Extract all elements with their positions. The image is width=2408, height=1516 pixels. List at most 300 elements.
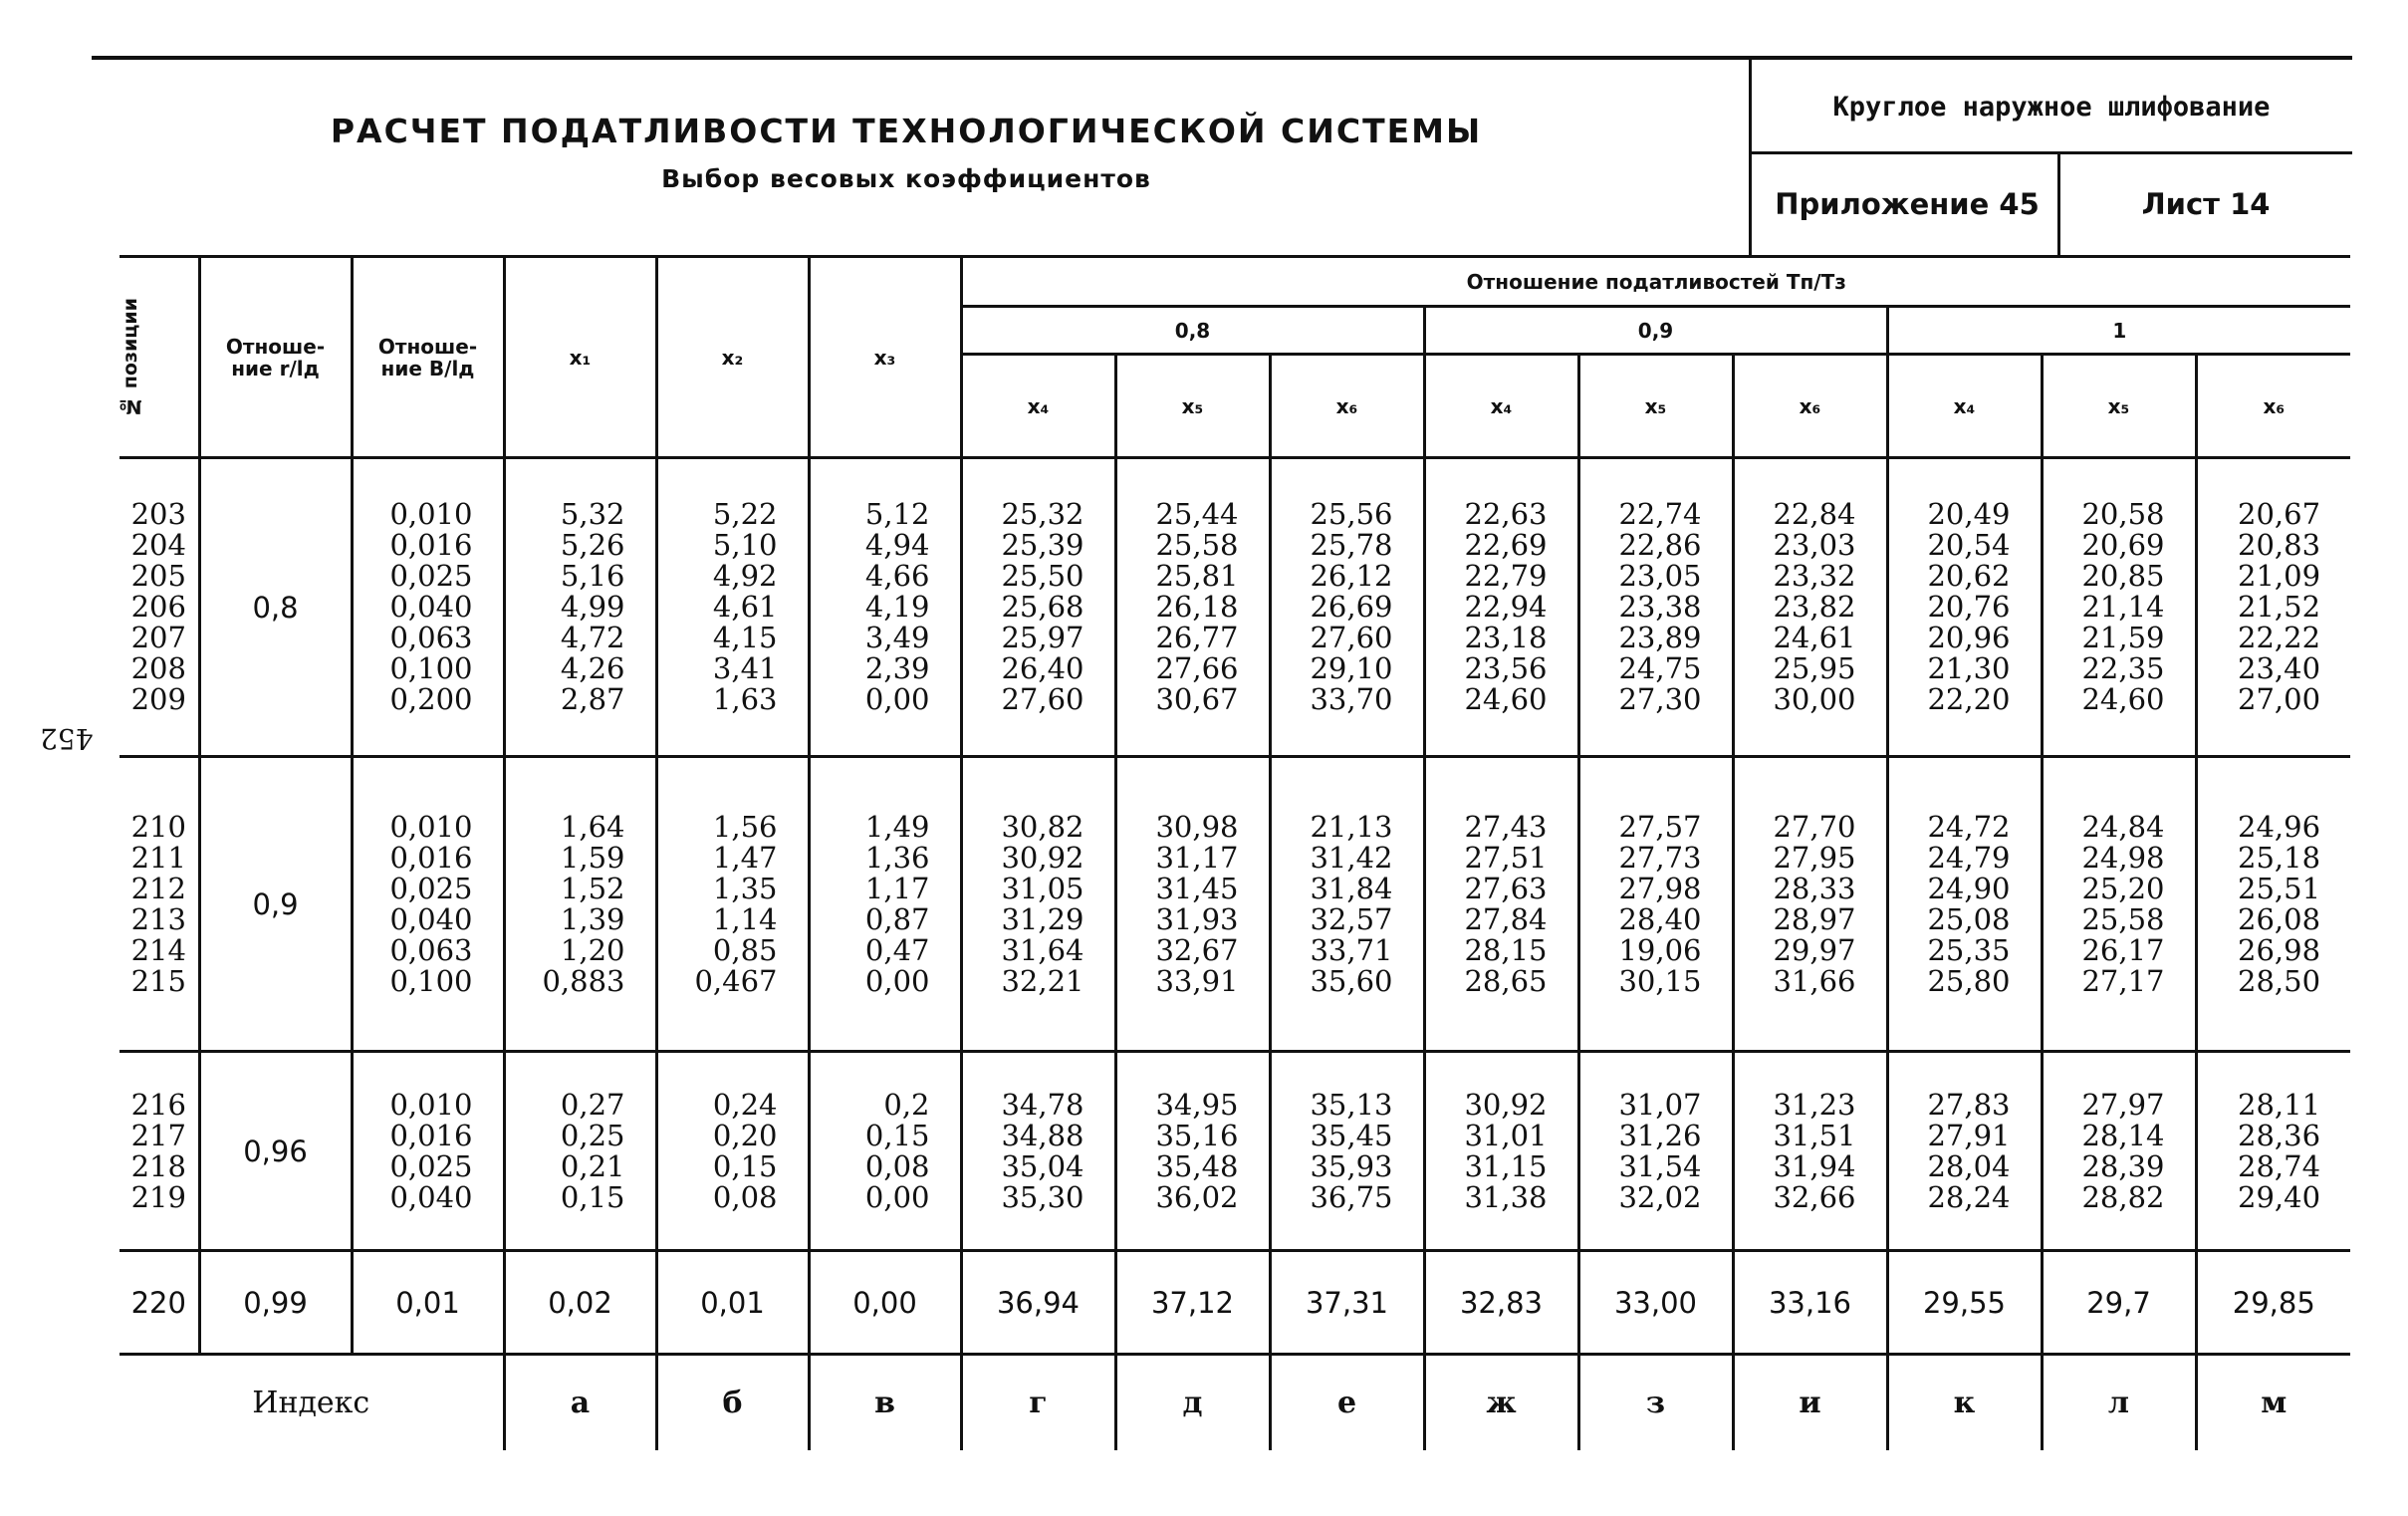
table-cell: 4,61 — [712, 590, 778, 624]
table-cell: 26,98 — [2238, 932, 2321, 967]
v.7-column-cell — [2042, 1251, 2196, 1355]
v.6-column-cell — [1887, 1251, 2042, 1355]
table-cell: 0,15 — [864, 1118, 930, 1152]
table-cell: 35,16 — [1155, 1118, 1239, 1152]
table-cell: 5,26 — [560, 528, 625, 562]
table-cell: 1,35 — [712, 871, 778, 905]
table-cell: 0,27 — [560, 1087, 625, 1122]
table-cell: 25,56 — [1310, 497, 1393, 531]
table-cell: 26,40 — [1001, 651, 1084, 685]
table-cell: 5,16 — [560, 559, 625, 593]
table-cell: 31,94 — [1773, 1148, 1856, 1183]
table-cell: 0,025 — [389, 871, 473, 905]
v.3-column-cell — [1424, 1251, 1578, 1355]
table-cell: 28,36 — [2238, 1118, 2321, 1152]
g3-x6-header: x₆ — [2196, 355, 2350, 458]
table-cell: 26,77 — [1155, 621, 1239, 654]
table-cell: 31,29 — [1001, 901, 1084, 936]
table-cell: 28,82 — [2081, 1179, 2165, 1214]
table-cell: 21,09 — [2238, 559, 2321, 593]
table-cell: 24,79 — [1927, 840, 2011, 875]
page-title: РАСЧЕТ ПОДАТЛИВОСТИ ТЕХНОЛОГИЧЕСКОЙ СИСТЕМЫ — [330, 112, 1483, 150]
table-cell: 21,59 — [2081, 621, 2165, 654]
table-cell: 29,7 — [2086, 1285, 2151, 1320]
table-cell: 0,00 — [864, 1179, 930, 1214]
table-cell: 37,12 — [1150, 1285, 1235, 1320]
table-cell: 27,57 — [1618, 809, 1702, 844]
table-cell: 33,70 — [1310, 682, 1393, 716]
v.3-column-cell — [1424, 757, 1578, 1052]
table-cell: 30,92 — [1464, 1087, 1548, 1122]
page-number: 452 — [40, 722, 94, 755]
table-cell: 0,025 — [389, 1148, 473, 1183]
table-cell: 31,84 — [1310, 871, 1393, 905]
table-cell: 31,01 — [1464, 1118, 1548, 1152]
table-cell: 26,18 — [1155, 590, 1239, 624]
x1-column-cell — [504, 757, 656, 1052]
table-cell: 1,36 — [864, 840, 930, 875]
table-cell: 33,91 — [1155, 963, 1239, 998]
table-cell: 1,49 — [864, 809, 930, 844]
table-cell: 23,03 — [1773, 528, 1856, 562]
table-cell: 0,100 — [389, 651, 473, 685]
table-cell: 33,71 — [1310, 932, 1393, 967]
table-cell: 22,74 — [1618, 497, 1702, 531]
table-cell: 23,89 — [1618, 621, 1702, 654]
index-letter: м — [2196, 1355, 2350, 1450]
table-cell: 27,70 — [1773, 809, 1856, 844]
ratio-group-value: 0,99 — [199, 1251, 352, 1355]
v.5-column-cell — [1733, 757, 1887, 1052]
index-letter: л — [2042, 1355, 2196, 1450]
g1-x4-header: x₄ — [961, 355, 1115, 458]
table-cell: 27,43 — [1464, 809, 1548, 844]
table-cell: 0,21 — [560, 1148, 625, 1183]
table-cell: 35,93 — [1310, 1148, 1393, 1183]
table-cell: 26,12 — [1310, 559, 1393, 593]
table-cell: 25,80 — [1927, 963, 2011, 998]
g2-x6-header: x₆ — [1733, 355, 1887, 458]
table-cell: 34,88 — [1001, 1118, 1084, 1152]
table-cell: 212 — [130, 871, 186, 905]
table-cell: 27,73 — [1618, 840, 1702, 875]
table-cell: 0,025 — [389, 559, 473, 593]
v.2-column-cell — [1270, 1052, 1424, 1251]
table-cell: 27,60 — [1001, 682, 1084, 716]
table-cell: 30,15 — [1618, 963, 1702, 998]
table-cell: 35,30 — [1001, 1179, 1084, 1214]
pos-column-cell — [120, 757, 199, 1052]
v.0-column-cell — [961, 1251, 1115, 1355]
col-x3-header: x₃ — [809, 257, 961, 458]
table-cell: 0,010 — [389, 1087, 473, 1122]
table-cell: 21,52 — [2238, 590, 2321, 624]
g2-x4-header: x₄ — [1424, 355, 1578, 458]
table-cell: 209 — [130, 682, 186, 716]
table-cell: 35,45 — [1310, 1118, 1393, 1152]
table-cell: 28,97 — [1773, 901, 1856, 936]
index-label: Индекс — [252, 1385, 370, 1420]
table-cell: 0,25 — [560, 1118, 625, 1152]
col-x1-header: x₁ — [504, 257, 656, 458]
col-position-header: № позиции — [120, 257, 199, 458]
table-cell: 32,21 — [1001, 963, 1084, 998]
table-cell: 31,23 — [1773, 1087, 1856, 1122]
table-cell: 1,17 — [864, 871, 930, 905]
table-cell: 1,63 — [712, 682, 778, 716]
table-cell: 0,063 — [389, 621, 473, 654]
table-cell: 20,76 — [1927, 590, 2011, 624]
table-cell: 0,040 — [389, 1179, 473, 1214]
x1-column-cell — [504, 458, 656, 757]
process-name: Круглое наружное шлифование — [1832, 92, 2271, 123]
table-cell: 27,97 — [2081, 1087, 2165, 1122]
table-cell: 27,84 — [1464, 901, 1548, 936]
table-cell: 0,467 — [694, 963, 778, 998]
table-cell: 25,44 — [1155, 497, 1239, 531]
table-cell: 29,85 — [2232, 1285, 2315, 1320]
table-cell: 28,40 — [1618, 901, 1702, 936]
table-cell: 5,22 — [712, 497, 778, 531]
table-cell: 24,75 — [1618, 651, 1702, 685]
table-cell: 22,79 — [1464, 559, 1548, 593]
pos-column-cell — [120, 458, 199, 757]
table-section — [120, 757, 2350, 1052]
table-cell: 25,18 — [2238, 840, 2321, 875]
table-cell: 20,67 — [2238, 497, 2321, 531]
table-cell: 1,59 — [560, 840, 625, 875]
x2-column-cell — [656, 1052, 809, 1251]
table-cell: 22,35 — [2081, 651, 2165, 685]
table-cell: 1,56 — [712, 809, 778, 844]
table-cell: 33,00 — [1613, 1285, 1698, 1320]
table-cell: 31,51 — [1773, 1118, 1856, 1152]
table-cell: 31,54 — [1618, 1148, 1702, 1183]
table-cell: 21,30 — [1927, 651, 2011, 685]
table-cell: 211 — [130, 840, 186, 875]
table-cell: 29,97 — [1773, 932, 1856, 967]
table-cell: 4,92 — [712, 559, 778, 593]
table-cell: 207 — [130, 621, 186, 654]
v.8-column-cell — [2196, 757, 2350, 1052]
x3-column-cell — [809, 757, 961, 1052]
table-cell: 37,31 — [1305, 1285, 1389, 1320]
table-cell: 27,83 — [1927, 1087, 2011, 1122]
table-cell: 23,56 — [1464, 651, 1548, 685]
table-cell: 0,040 — [389, 901, 473, 936]
g3-x4-header: x₄ — [1887, 355, 2042, 458]
col-ratio-b-header: Отноше-ние B/lд — [352, 257, 504, 458]
table-cell: 1,14 — [712, 901, 778, 936]
table-cell: 25,50 — [1001, 559, 1084, 593]
ratio-group-value: 0,8 — [199, 458, 352, 757]
table-cell: 24,98 — [2081, 840, 2165, 875]
table-cell: 23,40 — [2238, 651, 2321, 685]
col-x2-header: x₂ — [656, 257, 809, 458]
table-cell: 216 — [130, 1087, 186, 1122]
table-cell: 0,016 — [389, 840, 473, 875]
table-cell: 208 — [130, 651, 186, 685]
table-cell: 220 — [130, 1285, 186, 1320]
v.7-column-cell — [2042, 458, 2196, 757]
x2-column-cell — [656, 458, 809, 757]
v.8-column-cell — [2196, 1251, 2350, 1355]
table-cell: 29,40 — [2238, 1179, 2321, 1214]
table-body — [120, 458, 2350, 1355]
table-cell: 26,17 — [2081, 932, 2165, 967]
table-cell: 25,08 — [1927, 901, 2011, 936]
v.6-column-cell — [1887, 757, 2042, 1052]
table-cell: 36,94 — [996, 1285, 1081, 1320]
x1-column-cell — [504, 1251, 656, 1355]
table-cell: 28,15 — [1464, 932, 1548, 967]
table-cell: 28,33 — [1773, 871, 1856, 905]
table-cell: 0,85 — [712, 932, 778, 967]
ratio-group-value: 0,9 — [199, 757, 352, 1052]
table-cell: 24,96 — [2238, 809, 2321, 844]
table-cell: 0,08 — [864, 1148, 930, 1183]
table-cell: 24,60 — [2081, 682, 2165, 716]
table-cell: 25,81 — [1155, 559, 1239, 593]
table-cell: 0,063 — [389, 932, 473, 967]
table-cell: 23,05 — [1618, 559, 1702, 593]
v.4-column-cell — [1578, 1052, 1733, 1251]
table-cell: 36,75 — [1310, 1179, 1393, 1214]
table-cell: 26,08 — [2238, 901, 2321, 936]
index-letter: е — [1270, 1355, 1424, 1450]
v.4-column-cell — [1578, 757, 1733, 1052]
compliance-ratio-header: Отношение податливостей Тп/Тз — [961, 257, 2350, 307]
table-cell: 25,51 — [2238, 871, 2321, 905]
table-cell: 0,010 — [389, 497, 473, 531]
table-cell: 27,30 — [1618, 682, 1702, 716]
table-cell: 22,22 — [2238, 621, 2321, 654]
table-cell: 29,10 — [1310, 651, 1393, 685]
table-cell: 30,67 — [1155, 682, 1239, 716]
g1-x6-header: x₆ — [1270, 355, 1424, 458]
table-cell: 0,00 — [852, 1285, 917, 1320]
table-cell: 0,2 — [883, 1087, 930, 1122]
table-cell: 1,64 — [560, 809, 625, 844]
table-cell: 25,68 — [1001, 590, 1084, 624]
table-cell: 4,19 — [864, 590, 930, 624]
table-cell: 28,24 — [1927, 1179, 2011, 1214]
table-cell: 35,04 — [1001, 1148, 1084, 1183]
b-column-cell — [352, 1052, 504, 1251]
table-cell: 25,95 — [1773, 651, 1856, 685]
v.3-column-cell — [1424, 458, 1578, 757]
table-cell: 31,66 — [1773, 963, 1856, 998]
table-cell: 23,82 — [1773, 590, 1856, 624]
table-cell: 28,74 — [2238, 1148, 2321, 1183]
table-cell: 22,63 — [1464, 497, 1548, 531]
table-cell: 21,14 — [2081, 590, 2165, 624]
table-section — [120, 458, 2350, 757]
v.7-column-cell — [2042, 757, 2196, 1052]
table-cell: 32,02 — [1618, 1179, 1702, 1214]
table-cell: 23,38 — [1618, 590, 1702, 624]
table-cell: 0,00 — [864, 963, 930, 998]
table-cell: 21,13 — [1310, 809, 1393, 844]
v.1-column-cell — [1115, 458, 1270, 757]
table-cell: 25,39 — [1001, 528, 1084, 562]
table-cell: 35,13 — [1310, 1087, 1393, 1122]
table-cell: 24,61 — [1773, 621, 1856, 654]
table-cell: 20,58 — [2081, 497, 2165, 531]
v.2-column-cell — [1270, 458, 1424, 757]
table-cell: 4,72 — [560, 621, 625, 654]
table-cell: 25,20 — [2081, 871, 2165, 905]
index-row — [120, 1355, 2350, 1450]
table-cell: 214 — [130, 932, 186, 967]
table-cell: 0,200 — [389, 682, 473, 716]
table-cell: 27,98 — [1618, 871, 1702, 905]
table-cell: 20,83 — [2238, 528, 2321, 562]
table-cell: 30,00 — [1773, 682, 1856, 716]
index-letter: з — [1578, 1355, 1733, 1450]
table-cell: 23,32 — [1773, 559, 1856, 593]
table-cell: 25,58 — [1155, 528, 1239, 562]
table-cell: 204 — [130, 528, 186, 562]
table-cell: 5,32 — [560, 497, 625, 531]
table-cell: 36,02 — [1155, 1179, 1239, 1214]
table-cell: 32,57 — [1310, 901, 1393, 936]
table-cell: 0,20 — [712, 1118, 778, 1152]
ratio-group-value: 0,96 — [199, 1052, 352, 1251]
index-letter: б — [656, 1355, 809, 1450]
table-cell: 30,98 — [1155, 809, 1239, 844]
table-cell: 2,87 — [560, 682, 625, 716]
table-cell: 25,58 — [2081, 901, 2165, 936]
table-cell: 32,83 — [1459, 1285, 1544, 1320]
x3-column-cell — [809, 1251, 961, 1355]
appendix-label: Приложение 45 — [1775, 187, 2040, 221]
table-cell: 0,01 — [395, 1285, 460, 1320]
top-rule — [92, 56, 2352, 60]
v.5-column-cell — [1733, 1052, 1887, 1251]
table-cell: 0,00 — [864, 682, 930, 716]
table-cell: 0,15 — [560, 1179, 625, 1214]
pos-column-cell — [120, 1052, 199, 1251]
index-letter: к — [1887, 1355, 2042, 1450]
table-cell: 20,69 — [2081, 528, 2165, 562]
table-cell: 25,35 — [1927, 932, 2011, 967]
table-cell: 33,16 — [1768, 1285, 1852, 1320]
x2-column-cell — [656, 757, 809, 1052]
index-letter: г — [961, 1355, 1115, 1450]
table-cell: 1,20 — [560, 932, 625, 967]
table-cell: 0,883 — [542, 963, 625, 998]
table-cell: 3,49 — [864, 621, 930, 654]
table-cell: 35,60 — [1310, 963, 1393, 998]
v.2-column-cell — [1270, 757, 1424, 1052]
table-cell: 25,32 — [1001, 497, 1084, 531]
table-cell: 30,82 — [1001, 809, 1084, 844]
pos-column-cell — [120, 1251, 199, 1355]
table-cell: 27,17 — [2081, 963, 2165, 998]
table-cell: 35,48 — [1155, 1148, 1239, 1183]
v.0-column-cell — [961, 757, 1115, 1052]
v.4-column-cell — [1578, 1251, 1733, 1355]
table-cell: 20,96 — [1927, 621, 2011, 654]
table-cell: 5,10 — [712, 528, 778, 562]
table-cell: 34,78 — [1001, 1087, 1084, 1122]
table-cell: 0,87 — [864, 901, 930, 936]
table-cell: 22,86 — [1618, 528, 1702, 562]
table-cell: 27,60 — [1310, 621, 1393, 654]
index-letter: а — [504, 1355, 656, 1450]
table-cell: 20,85 — [2081, 559, 2165, 593]
page-subtitle: Выбор весовых коэффициентов — [661, 164, 1151, 193]
table-section — [120, 1052, 2350, 1251]
b-column-cell — [352, 757, 504, 1052]
x3-column-cell — [809, 458, 961, 757]
table-cell: 28,04 — [1927, 1148, 2011, 1183]
group-1-header: 1 — [1887, 307, 2350, 355]
index-letter: д — [1115, 1355, 1270, 1450]
table-cell: 31,93 — [1155, 901, 1239, 936]
v.1-column-cell — [1115, 1052, 1270, 1251]
table-cell: 28,50 — [2238, 963, 2321, 998]
table-cell: 4,99 — [560, 590, 625, 624]
table-section — [120, 1251, 2350, 1355]
b-column-cell — [352, 458, 504, 757]
table-cell: 24,72 — [1927, 809, 2011, 844]
table-cell: 30,92 — [1001, 840, 1084, 875]
v.8-column-cell — [2196, 458, 2350, 757]
table-cell: 215 — [130, 963, 186, 998]
table-cell: 0,15 — [712, 1148, 778, 1183]
table-cell: 22,84 — [1773, 497, 1856, 531]
table-cell: 0,040 — [389, 590, 473, 624]
table-cell: 27,63 — [1464, 871, 1548, 905]
col-ratio-r-header: Отноше-ние r/lд — [199, 257, 352, 458]
table-cell: 213 — [130, 901, 186, 936]
v.6-column-cell — [1887, 1052, 2042, 1251]
table-cell: 24,90 — [1927, 871, 2011, 905]
sheet-label: Лист 14 — [2141, 187, 2271, 221]
table-cell: 27,95 — [1773, 840, 1856, 875]
table-cell: 23,18 — [1464, 621, 1548, 654]
table-cell: 34,95 — [1155, 1087, 1239, 1122]
table-cell: 31,26 — [1618, 1118, 1702, 1152]
table-cell: 31,42 — [1310, 840, 1393, 875]
table-cell: 26,69 — [1310, 590, 1393, 624]
table-cell: 27,00 — [2238, 682, 2321, 716]
table-cell: 5,12 — [864, 497, 930, 531]
table-cell: 0,08 — [712, 1179, 778, 1214]
g1-x5-header: x₅ — [1115, 355, 1270, 458]
table-cell: 1,47 — [712, 840, 778, 875]
v.4-column-cell — [1578, 458, 1733, 757]
table-cell: 0,016 — [389, 528, 473, 562]
group-0-8-header: 0,8 — [961, 307, 1424, 355]
x3-column-cell — [809, 1052, 961, 1251]
v.5-column-cell — [1733, 458, 1887, 757]
v.7-column-cell — [2042, 1052, 2196, 1251]
table-cell: 4,66 — [864, 559, 930, 593]
table-cell: 31,07 — [1618, 1087, 1702, 1122]
b-column-cell — [352, 1251, 504, 1355]
table-cell: 2,39 — [864, 651, 930, 685]
table-cell: 25,78 — [1310, 528, 1393, 562]
table-cell: 28,65 — [1464, 963, 1548, 998]
table-cell: 0,01 — [700, 1285, 765, 1320]
v.3-column-cell — [1424, 1052, 1578, 1251]
table-cell: 31,17 — [1155, 840, 1239, 875]
table-cell: 27,91 — [1927, 1118, 2011, 1152]
x1-column-cell — [504, 1052, 656, 1251]
